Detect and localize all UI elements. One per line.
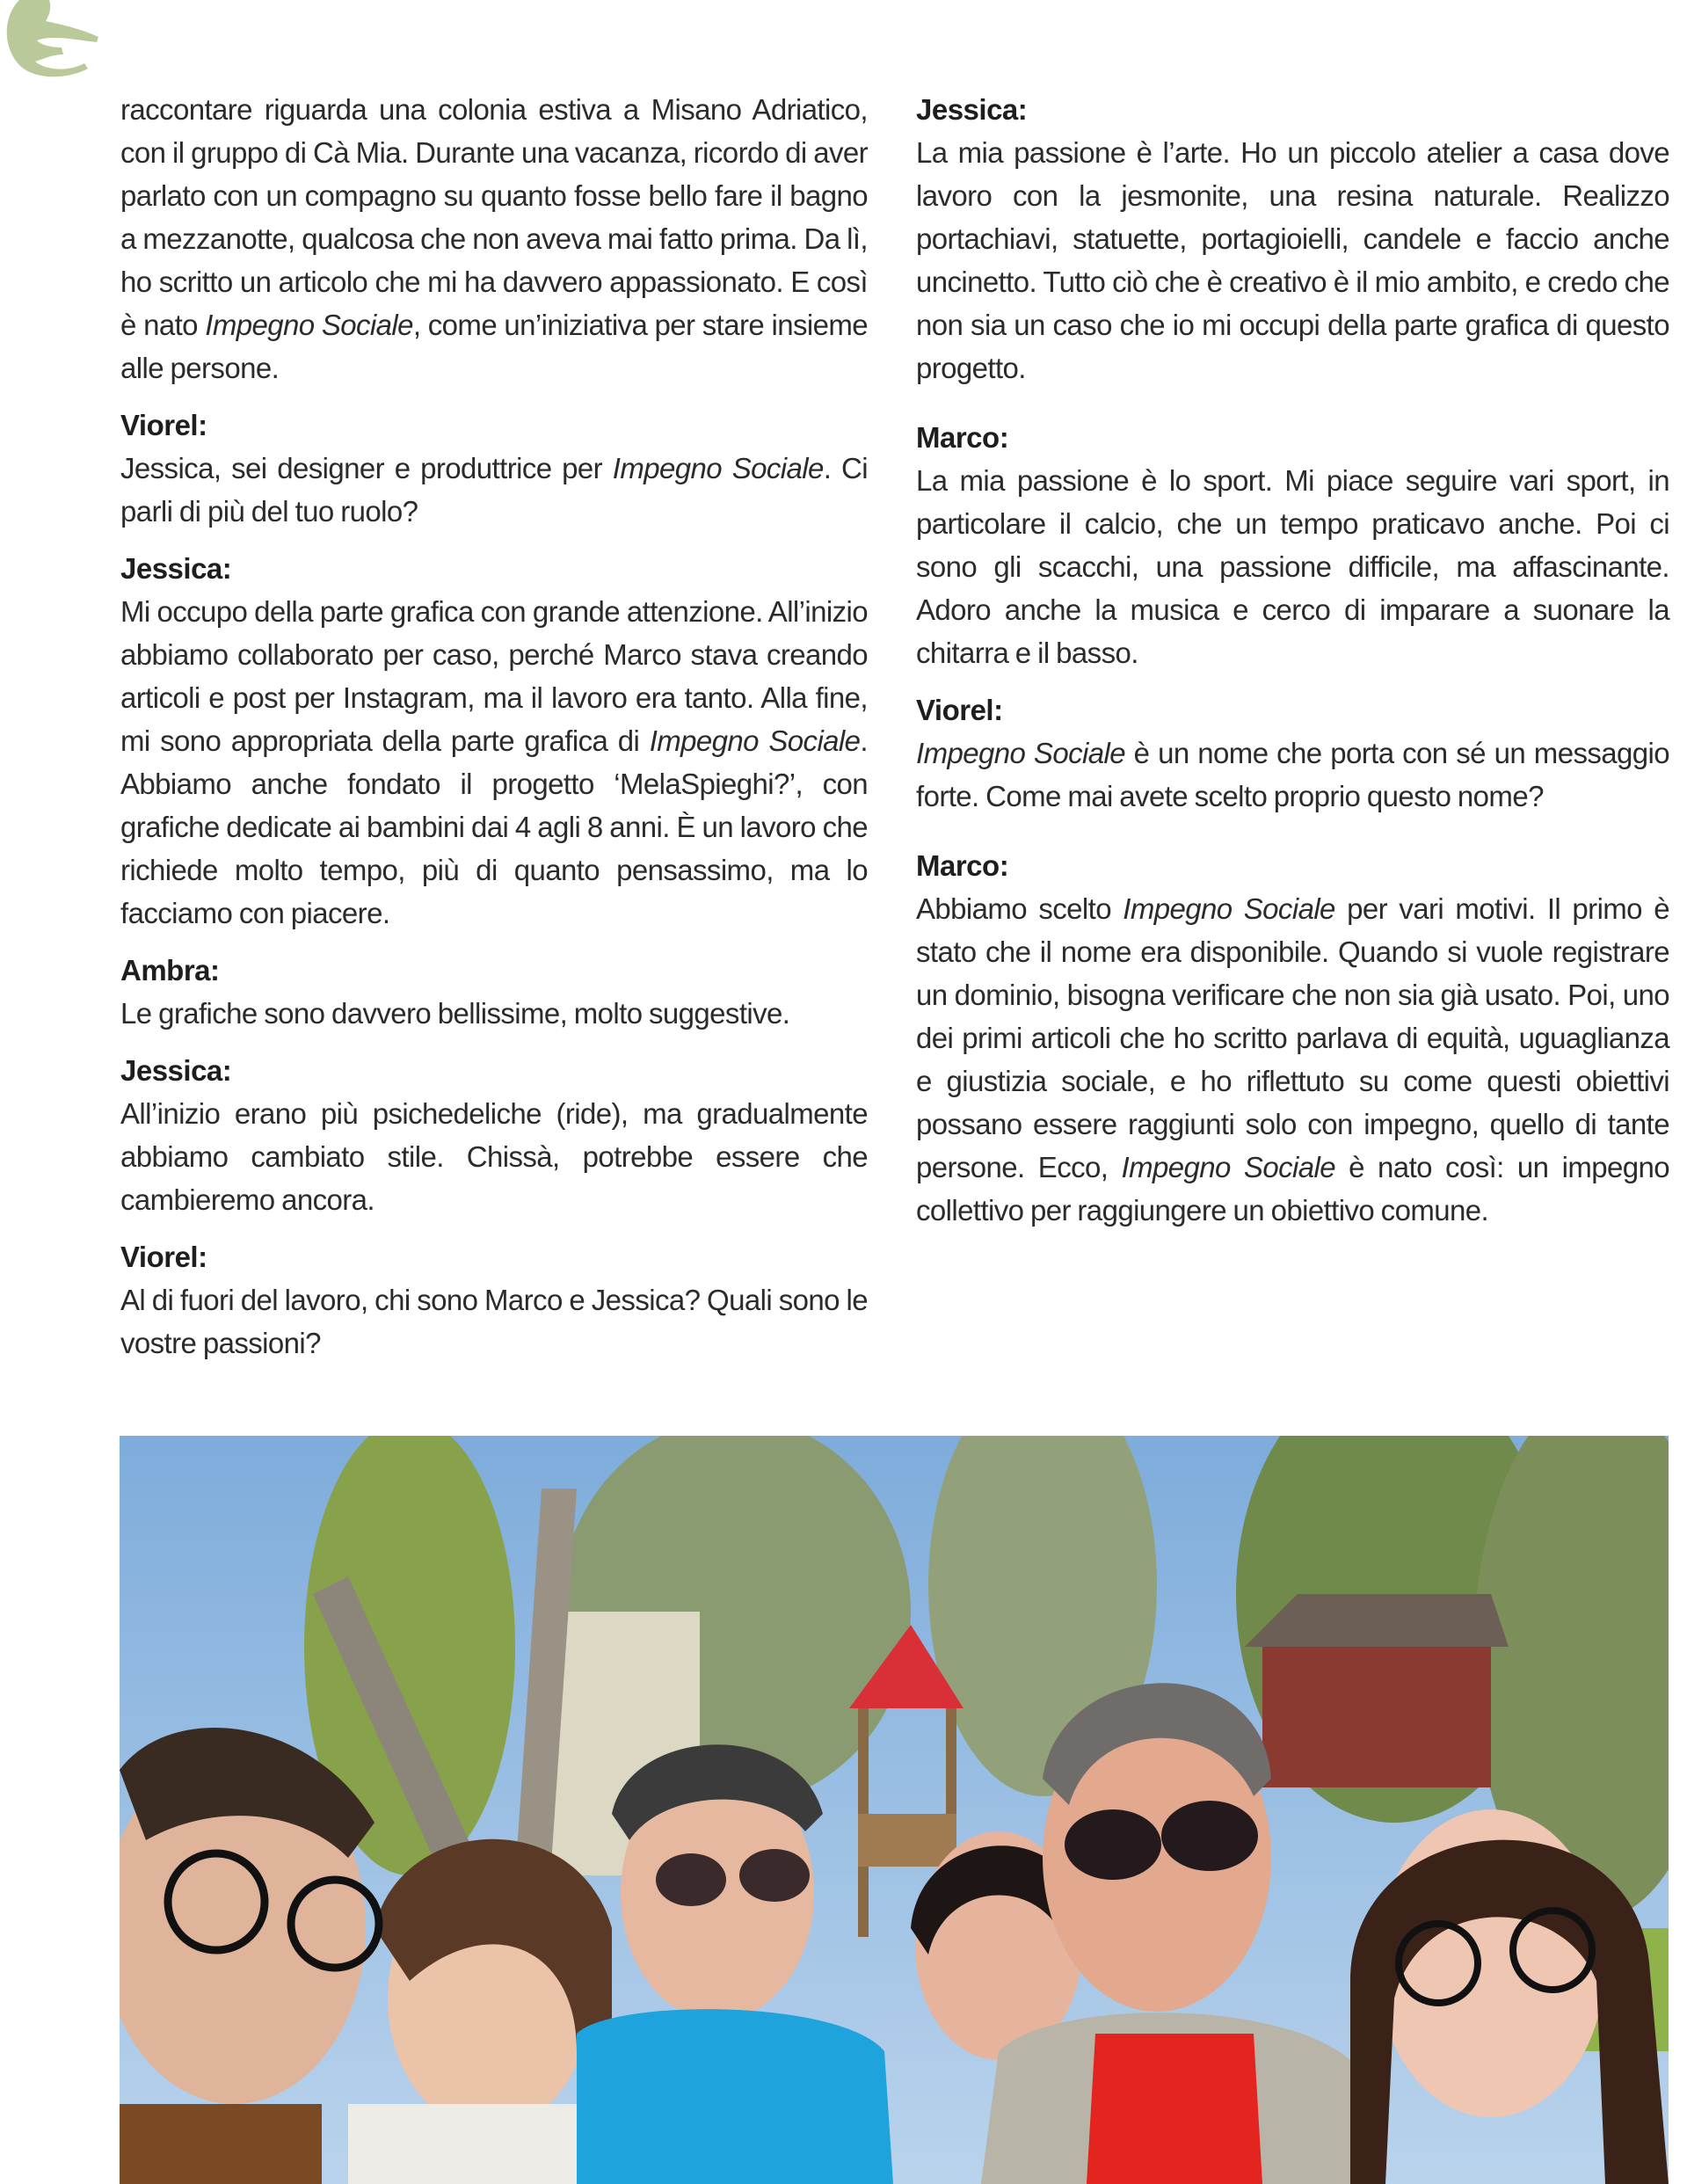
body-text: , come un’iniziativa per stare insieme alle persone. xyxy=(120,309,869,384)
body-text: All’inizio erano più psichedeliche (ride), ma gradualmente abbiamo cambiato stile. Chissà, potrebbe essere che cambieremo ancora. xyxy=(120,1097,868,1216)
interview-block xyxy=(120,404,868,533)
speaker-text xyxy=(916,459,1669,674)
italic-title-text: Impegno Sociale xyxy=(612,452,824,484)
speaker-text xyxy=(120,1092,868,1221)
body-text: La mia passione è l’arte. Ho un piccolo atelier a casa dove lavoro con la jesmonite, una resina naturale. Realizzo portachiavi, statuette, portagioielli, candele e faccio anche uncinetto. Tutto ciò che è creativo è il mio ambito, e credo che non sia un caso che io mi occupi della parte grafica di questo progetto. xyxy=(916,136,1669,384)
italic-title-text: Impegno Sociale xyxy=(205,309,413,341)
italic-title-text: Impegno Sociale xyxy=(1123,892,1335,925)
speaker-label: Jessica: xyxy=(120,1054,232,1087)
interview-block xyxy=(916,688,1669,818)
speaker-label: Viorel: xyxy=(916,694,1003,726)
speaker-label: Jessica: xyxy=(120,552,232,585)
interview-block xyxy=(916,416,1669,674)
article-right-column xyxy=(916,88,1669,1246)
body-text: La mia passione è lo sport. Mi piace seguire vari sport, in particolare il calcio, che un tempo praticavo anche. Poi ci sono gli scacchi, una passione difficile, ma affascinante. Adoro anche la musica e cerco di imparare a suonare la chitarra e il basso. xyxy=(916,464,1669,669)
body-text: Mi occupo della parte grafica con grande attenzione. All’inizio abbiamo collaborato per caso, perché Marco stava creando articoli e post per Instagram, ma il lavoro era tanto. Alla fine, mi sono appropriata della parte grafica di xyxy=(120,595,868,757)
speaker-text xyxy=(120,88,868,389)
body-text: . Abbiamo anche fondato il progetto ‘MelaSpieghi?’, con grafiche dedicate ai bambini dai 4 agli 8 anni. È un lavoro che richiede molto tempo, più di quanto pensassimo, ma lo facciamo con piacere. xyxy=(120,724,868,929)
body-text: raccontare riguarda una colonia estiva a Misano Adriatico, con il gruppo di Cà Mia. Durante una vacanza, ricordo di aver parlato con un compagno su quanto fosse bello fare il bagno a mezzanotte, qualcosa che non aveva mai fatto prima. Da lì, ho scritto un articolo che mi ha davvero appassionato. E così è nato xyxy=(120,93,868,341)
speaker-label: Jessica: xyxy=(916,93,1028,126)
body-text: è un nome che porta con sé un messaggio forte. Come mai avete scelto proprio questo nome? xyxy=(916,737,1669,812)
interview-block xyxy=(120,949,868,1035)
group-photo xyxy=(120,1436,1669,2184)
body-text: Le grafiche sono davvero bellissime, molto suggestive. xyxy=(120,997,790,1030)
interview-block xyxy=(120,88,868,389)
interview-block xyxy=(120,1235,868,1365)
speaker-text xyxy=(916,887,1669,1232)
speaker-text xyxy=(120,1278,868,1365)
interview-block xyxy=(916,88,1669,389)
italic-title-text: Impegno Sociale xyxy=(649,724,861,757)
italic-title-text: Impegno Sociale xyxy=(916,737,1125,769)
speaker-label: Ambra: xyxy=(120,954,220,986)
group-selfie-image xyxy=(120,1436,1669,2184)
body-text: Abbiamo scelto xyxy=(916,892,1123,925)
interview-block xyxy=(120,547,868,935)
speaker-label: Viorel: xyxy=(120,1241,207,1273)
body-text: Al di fuori del lavoro, chi sono Marco e Jessica? Quali sono le vostre passioni? xyxy=(120,1284,868,1359)
body-text: Jessica, sei designer e produttrice per xyxy=(120,452,613,484)
speaker-text xyxy=(120,590,868,935)
speaker-label: Marco: xyxy=(916,849,1009,882)
article-left-column xyxy=(120,88,868,1379)
body-text: . Ci parli di più del tuo ruolo? xyxy=(120,452,868,528)
speaker-text xyxy=(120,447,868,533)
interview-block xyxy=(916,844,1669,1232)
speaker-text xyxy=(916,131,1669,389)
speaker-text xyxy=(916,732,1669,818)
interview-block xyxy=(120,1049,868,1221)
crescent-figure-logo-icon xyxy=(0,0,110,77)
speaker-label: Viorel: xyxy=(120,409,207,441)
body-text: è nato così: un impegno collettivo per raggiungere un obiettivo comune. xyxy=(916,1151,1669,1227)
publication-logo xyxy=(0,0,110,77)
italic-title-text: Impegno Sociale xyxy=(1121,1151,1335,1183)
speaker-text xyxy=(120,992,868,1035)
speaker-label: Marco: xyxy=(916,421,1009,454)
body-text: per vari motivi. Il primo è stato che il nome era disponibile. Quando si vuole registrare un dominio, bisogna verificare che non sia già usato. Poi, uno dei primi articoli che ho scritto parlava di equità, uguaglianza e giustizia sociale, e ho riflettuto su come questi obiettivi possano essere raggiunti solo con impegno, quello di tante persone. Ecco, xyxy=(916,892,1669,1183)
